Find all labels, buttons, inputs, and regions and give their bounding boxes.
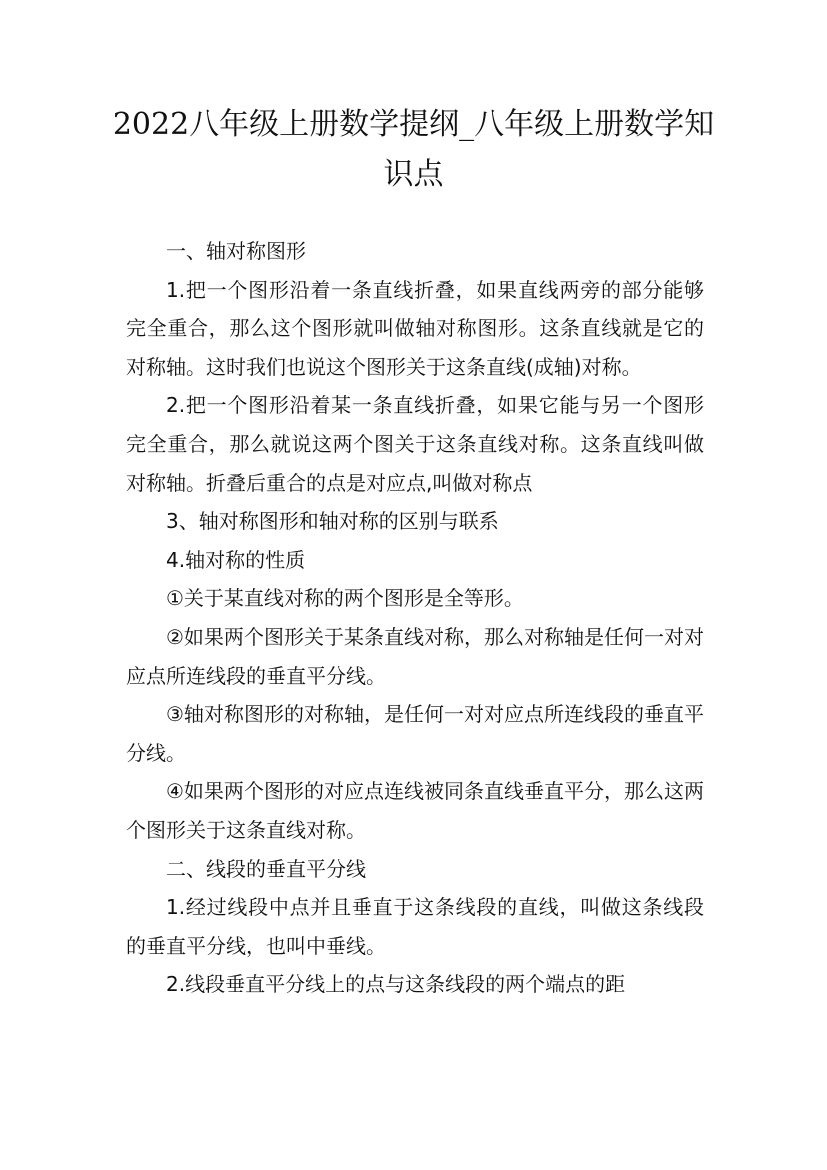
paragraph-property-4: ④如果两个图形的对应点连线被同条直线垂直平分，那么这两个图形关于这条直线对称。 <box>126 779 704 842</box>
document-body <box>126 232 704 1004</box>
paragraph-bisector-definition: 1.经过线段中点并且垂直于这条线段的直线，叫做这条线段的垂直平分线，也叫中垂线。 <box>126 895 704 958</box>
paragraph-definition-axial-figure: 1.把一个图形沿着一条直线折叠，如果直线两旁的部分能够完全重合，那么这个图形就叫做轴对称图形。这条直线就是它的对称轴。这时我们也说这个图形关于这条直线(成轴)对称。 <box>126 277 704 379</box>
paragraph-difference-and-relation: 3、轴对称图形和轴对称的区别与联系 <box>166 509 499 534</box>
paragraph-property-2: ②如果两个图形关于某条直线对称，那么对称轴是任何一对对应点所连线段的垂直平分线。 <box>126 624 704 688</box>
paragraph-properties-heading: 4.轴对称的性质 <box>166 547 306 572</box>
paragraph-definition-symmetric-pair: 2.把一个图形沿着某一条直线折叠，如果它能与另一个图形完全重合，那么就说这两个图关于这条直线对称。这条直线叫做对称轴。折叠后重合的点是对应点,叫做对称点 <box>126 393 704 495</box>
section-heading-perpendicular-bisector: 二、线段的垂直平分线 <box>166 856 366 881</box>
paragraph-property-1: ①关于某直线对称的两个图形是全等形。 <box>166 586 524 611</box>
paragraph-property-3: ③轴对称图形的对称轴，是任何一对对应点所连线段的垂直平分线。 <box>126 702 704 765</box>
document-title: 2022八年级上册数学提纲_八年级上册数学知识点 <box>112 107 715 192</box>
section-heading-axial-symmetry: 一、轴对称图形 <box>166 239 306 263</box>
paragraph-bisector-property: 2.线段垂直平分线上的点与这条线段的两个端点的距 <box>166 972 626 997</box>
